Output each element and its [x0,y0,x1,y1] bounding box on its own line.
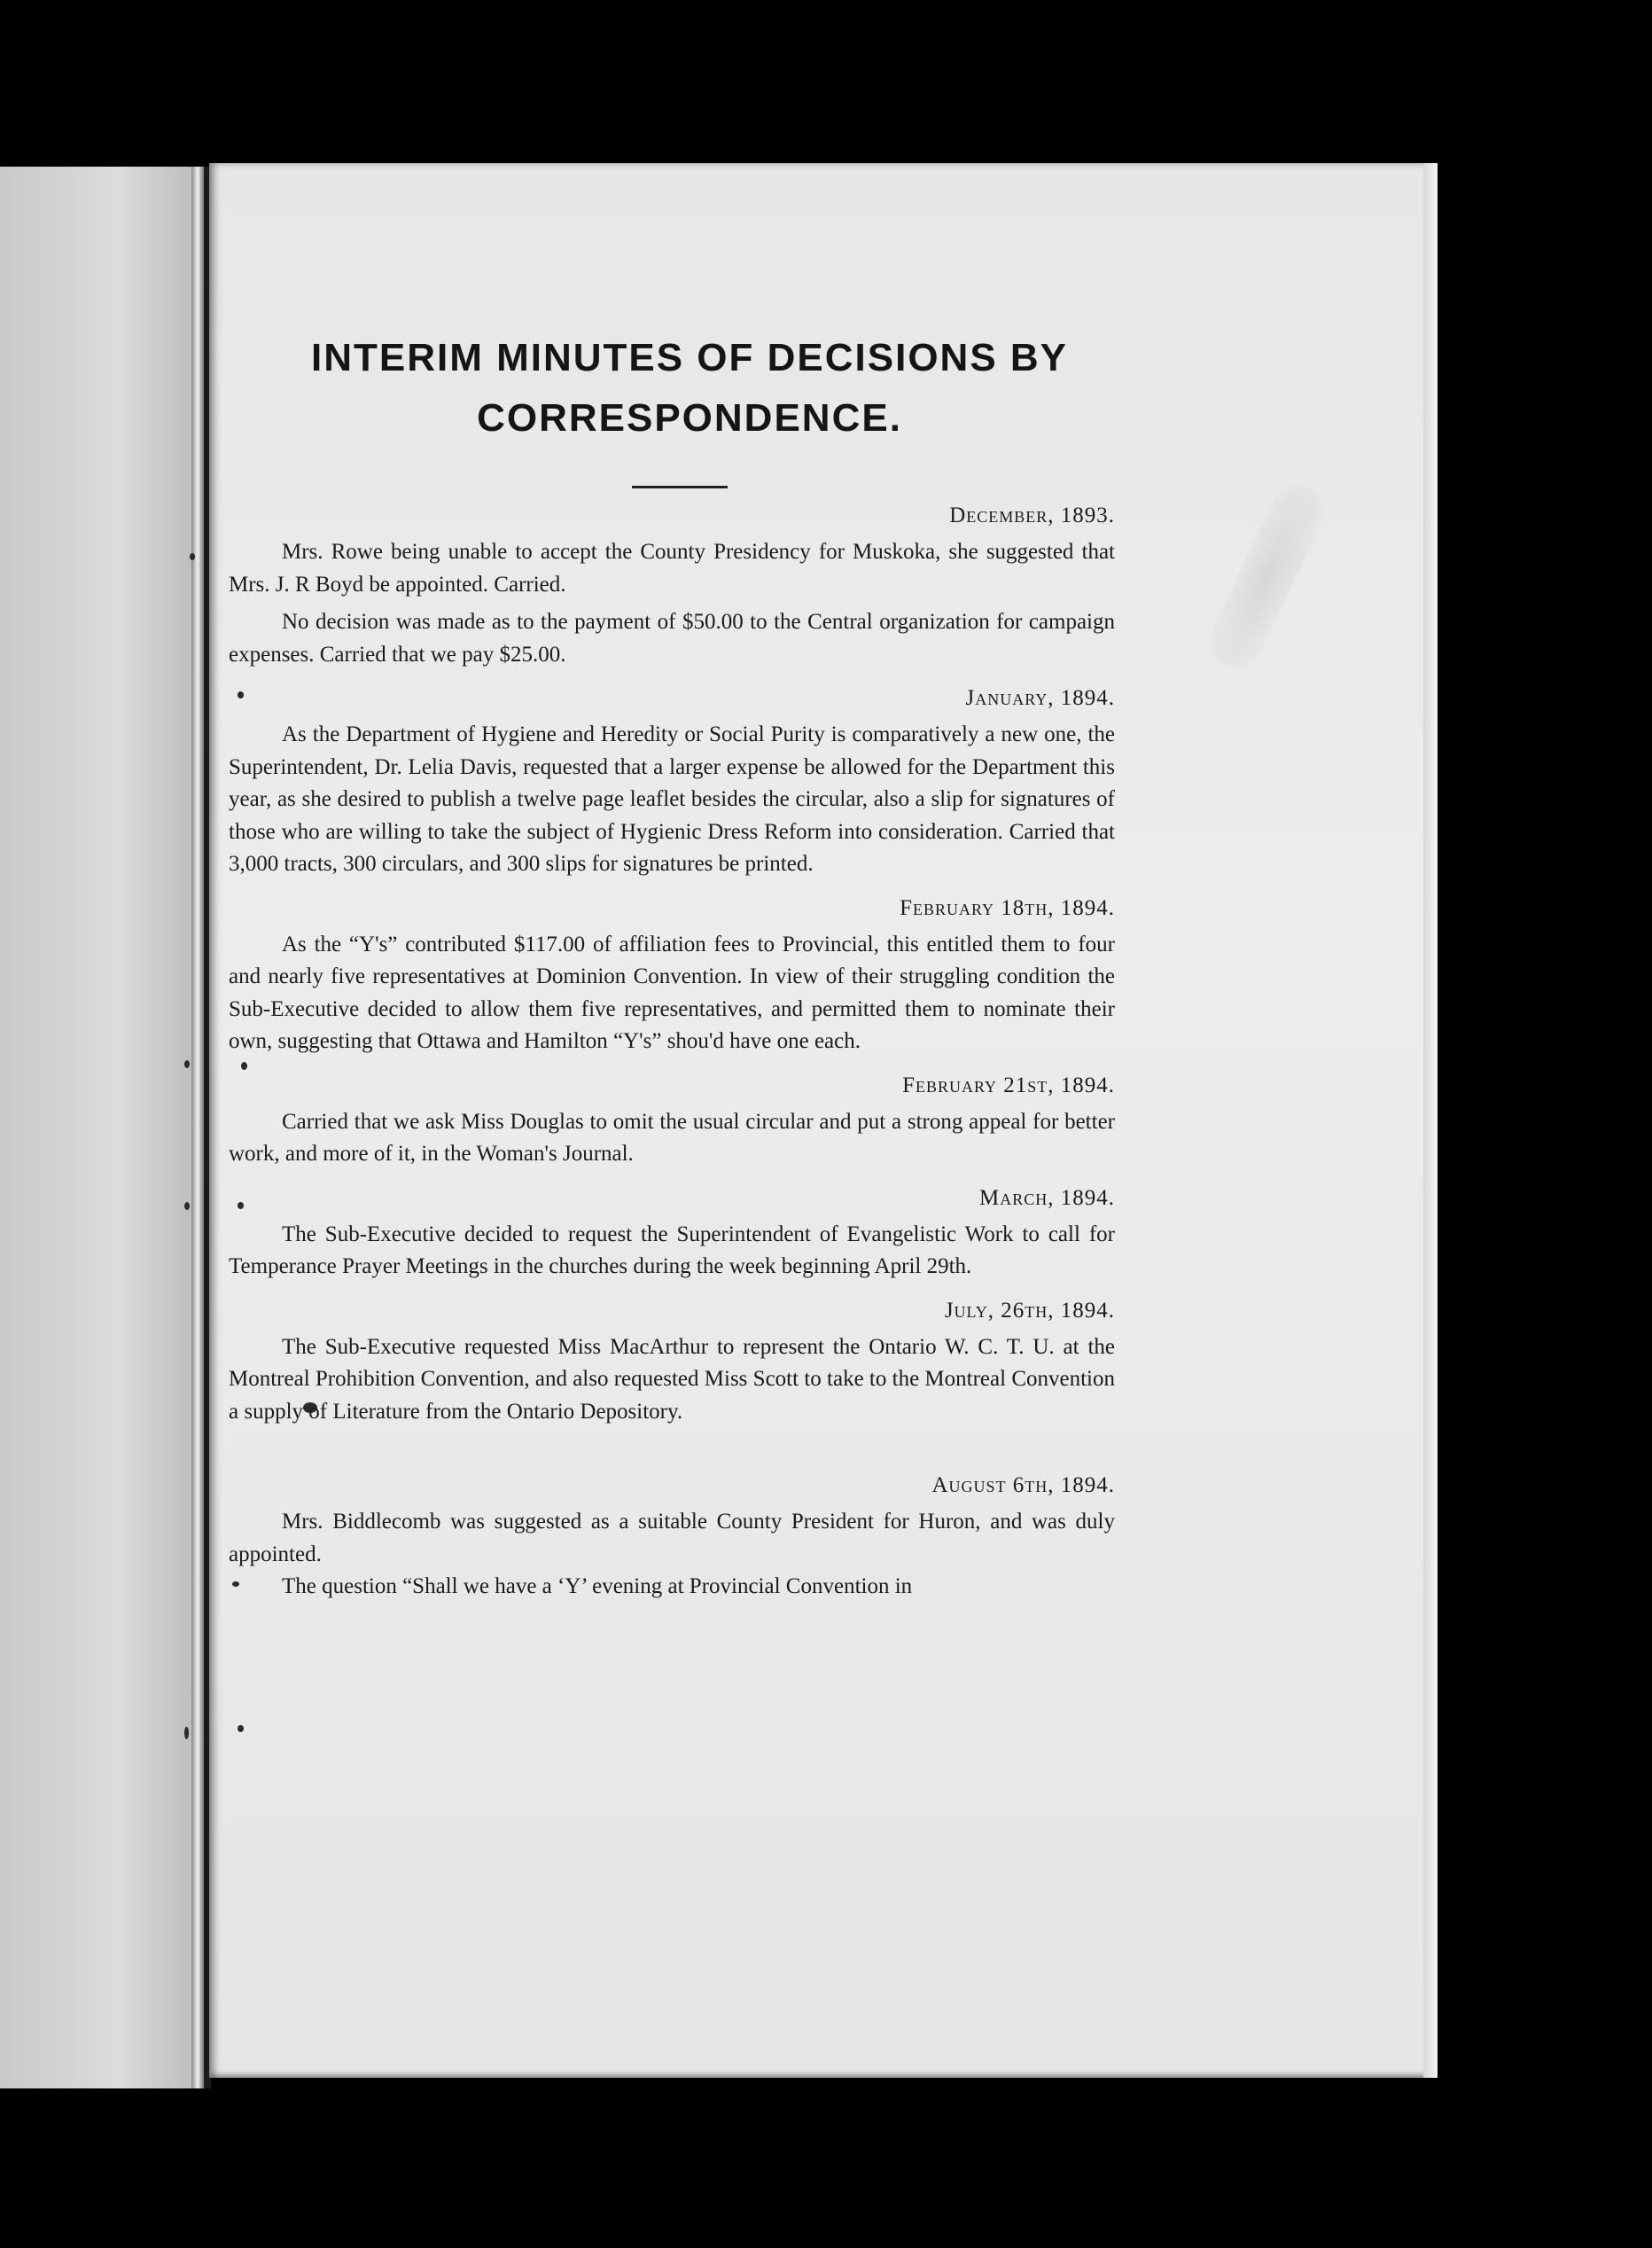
minutes-entry [229,501,1115,671]
binding-speck [190,553,195,560]
binding-speck [238,1725,244,1732]
entry-paragraph: Carried that we ask Miss Douglas to omit the usual circular and put a strong appeal for better work, and more of it, in the Woman's Journal. [229,1109,1115,1166]
facing-page-edge [0,167,197,2088]
entry-paragraph: No decision was made as to the payment of $50.00 to the Central organization for campaign expenses. Carried that we pay $25.00. [229,610,1115,667]
minutes-entry [229,1071,1115,1171]
binding-speck [184,1727,189,1739]
entry-date: February 21st, 1894. [902,1073,1115,1097]
minutes-entry [229,1183,1115,1284]
entry-paragraph: The question “Shall we have a ‘Y’ evening at Provincial Convention in [282,1574,913,1598]
title-line-1: INTERIM MINUTES OF DECISIONS BY [310,336,1069,379]
entry-date: January, 1894. [965,686,1115,710]
entry-paragraph: The Sub-Executive requested Miss MacArthur to represent the Ontario W. C. T. U. at the Montreal Prohibition Convention, and also requested Miss Scott to take to the Montreal Convention a supply of Literature from the Ontario Depository. [229,1334,1115,1424]
title-line-2: CORRESPONDENCE. [477,396,902,440]
page-right-edge [1423,163,1438,2078]
entry-paragraph: Mrs. Rowe being unable to accept the County Presidency for Muskoka, she suggested that Mrs. J. R Boyd be appointed. Carried. [229,540,1115,597]
entry-paragraph: As the Department of Hygiene and Heredity or Social Purity is comparatively a new one, the Superintendent, Dr. Lelia Davis, requested that a larger expense be allowed for the Department this year, as she desired to publish a twelve page leaflet besides the circular, also a slip for signatures of those who are willing to take the subject of Hygienic Dress Reform into consideration. Carried that 3,000 tracts, 300 circulars, and 300 slips for signatures be printed. [229,722,1115,876]
binding-speck [184,1202,190,1210]
binding-speck [184,1060,190,1068]
facing-page-fold [191,167,204,2088]
minutes-entry [229,1296,1115,1429]
entry-paragraph: The Sub-Executive decided to request the Superintendent of Evangelistic Work to call for Temperance Prayer Meetings in the churches during the week beginning April 29th. [229,1222,1115,1278]
entry-date: February 18th, 1894. [900,895,1115,920]
entry-date: December, 1893. [949,503,1115,527]
minutes-content [229,328,1115,1604]
entry-date: March, 1894. [979,1185,1115,1210]
minutes-entry [229,894,1115,1058]
minutes-entry [229,683,1115,881]
minutes-entry [229,1471,1115,1604]
document-title [264,328,1115,449]
entry-date: August 6th, 1894. [931,1473,1115,1497]
entry-paragraph: Mrs. Biddlecomb was suggested as a suitable County President for Huron, and was duly appointed. [229,1510,1115,1566]
entry-date: July, 26th, 1894. [944,1298,1115,1323]
entry-paragraph: As the “Y's” contributed $117.00 of affiliation fees to Provincial, this entitled them to four and nearly five representatives at Dominion Convention. In view of their struggling condition the Sub-Executive decided to allow them five representatives, and permitted them to nominate their own, suggesting that Ottawa and Hamilton “Y's” shou'd have one each. [229,932,1115,1053]
title-rule [632,486,728,488]
